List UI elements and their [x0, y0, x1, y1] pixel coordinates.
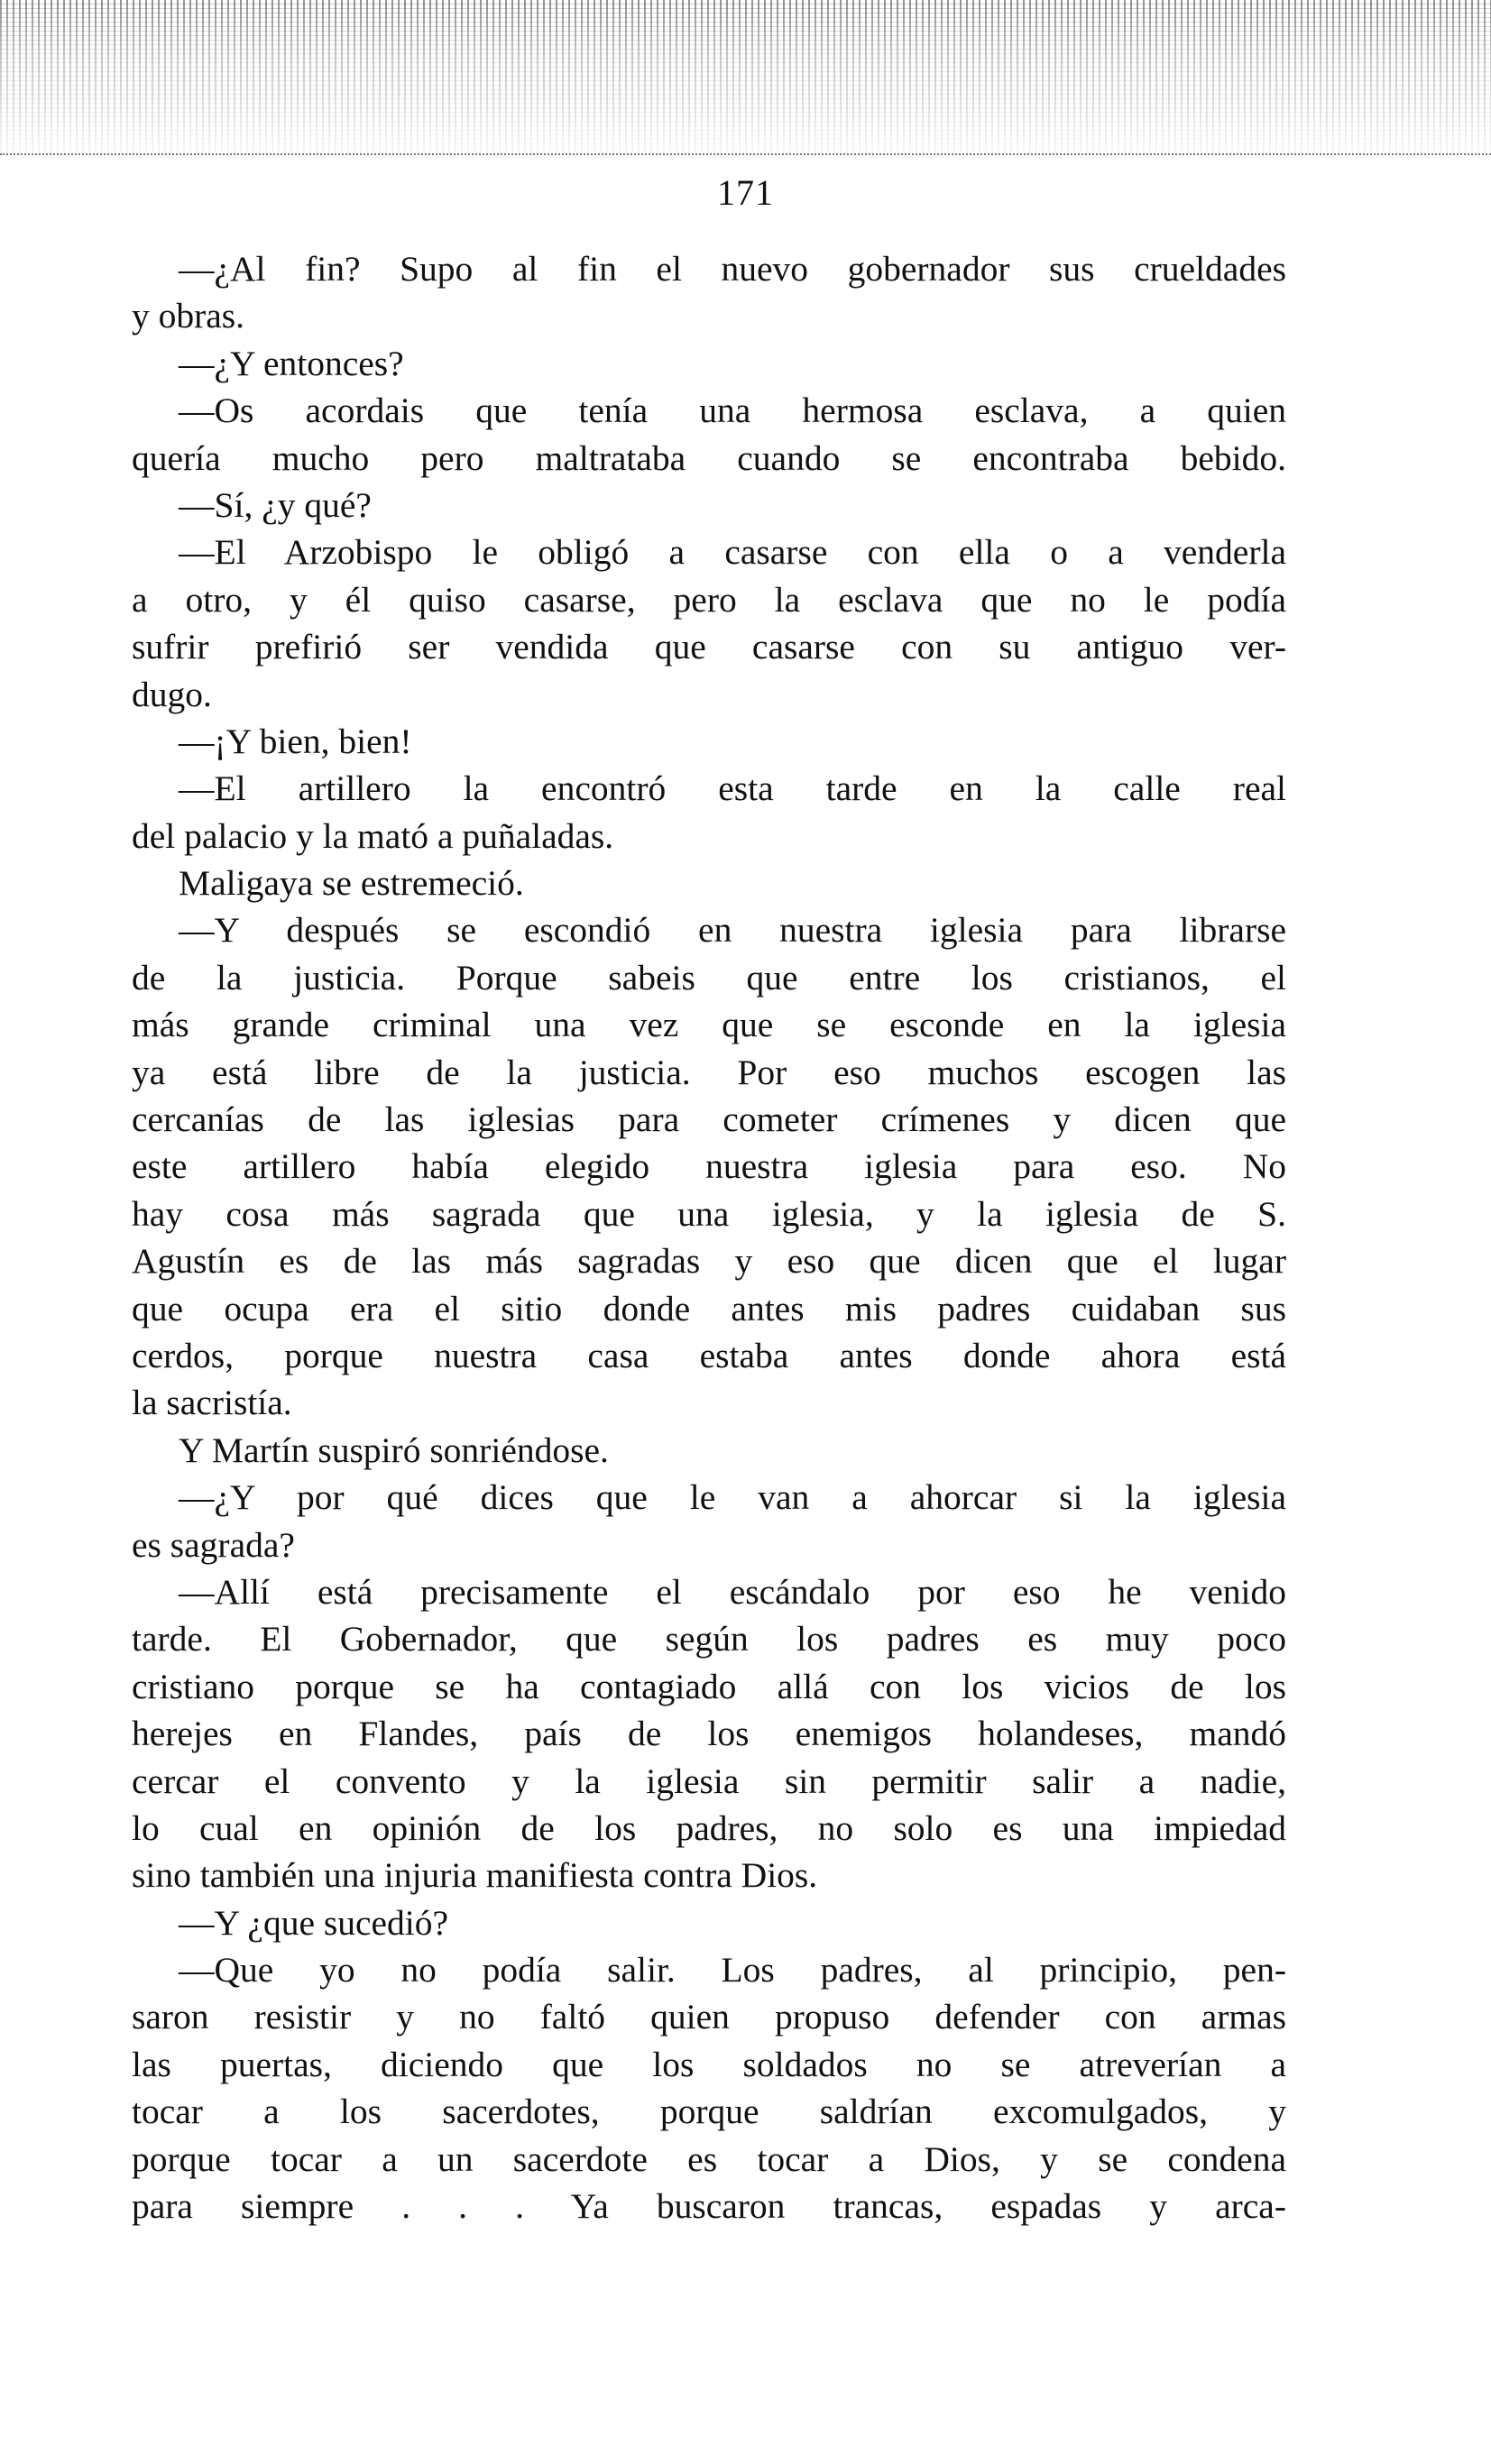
text-line: porque tocar a un sacerdote es tocar a Dios, y se condena: [132, 2138, 1286, 2179]
text-line: más grande criminal una vez que se esconde en la iglesia: [132, 1005, 1286, 1045]
scan-noise-line: [0, 153, 1491, 155]
text-line: —El Arzobispo le obligó a casarse con ella o a venderla: [179, 532, 1286, 573]
text-line: quería mucho pero maltrataba cuando se encontraba bebido.: [132, 437, 1286, 478]
text-line: —Y después se escondió en nuestra iglesia para librarse: [179, 910, 1286, 951]
text-line: ya está libre de la justicia. Por eso muchos escogen las: [132, 1052, 1286, 1092]
text-line: hay cosa más sagrada que una iglesia, y la iglesia de S.: [132, 1193, 1286, 1234]
text-line: cerdos, porque nuestra casa estaba antes donde ahora está: [132, 1335, 1286, 1375]
text-line: —¿Y entonces?: [179, 343, 404, 383]
text-line: —Y ¿que sucedió?: [179, 1902, 449, 1943]
text-line: —¿Al fin? Supo al fin el nuevo gobernador sus crueldades: [179, 249, 1286, 289]
text-line: —Sí, ¿y qué?: [179, 484, 372, 525]
text-line: —¿Y por qué dices que le van a ahorcar si la iglesia: [179, 1477, 1286, 1518]
text-line: herejes en Flandes, país de los enemigos holandeses, mandó: [132, 1714, 1286, 1754]
text-line: cercanías de las iglesias para cometer crímenes y dicen que: [132, 1099, 1286, 1140]
text-line: del palacio y la mató a puñaladas.: [132, 815, 614, 856]
text-line: tocar a los sacerdotes, porque saldrían excomulgados, y: [132, 2092, 1286, 2132]
text-line: Y Martín suspiró sonriéndose.: [179, 1430, 609, 1470]
text-line: lo cual en opinión de los padres, no solo es una impiedad: [132, 1807, 1286, 1848]
text-line: —Allí está precisamente el escándalo por eso he venido: [179, 1571, 1286, 1612]
text-line: la sacristía.: [132, 1383, 292, 1423]
text-line: cristiano porque se ha contagiado allá con los vicios de los: [132, 1666, 1286, 1706]
text-line: saron resistir y no faltó quien propuso defender con armas: [132, 1997, 1286, 2037]
text-line: sino también una injuria manifiesta contra Dios.: [132, 1855, 818, 1896]
text-line: dugo.: [132, 674, 212, 714]
text-line: tarde. El Gobernador, que según los padres es muy poco: [132, 1619, 1286, 1660]
text-line: para siempre . . . Ya buscaron trancas, espadas y arca-: [132, 2186, 1286, 2227]
page-number: 171: [717, 172, 774, 213]
text-line: y obras.: [132, 296, 245, 336]
text-line: —Os acordais que tenía una hermosa esclava, a quien: [179, 391, 1286, 431]
page-text: [132, 245, 1286, 2230]
scan-noise-band: [0, 0, 1491, 158]
text-line: las puertas, diciendo que los soldados no se atreverían a: [132, 2044, 1286, 2084]
text-line: cercar el convento y la iglesia sin permitir salir a nadie,: [132, 1761, 1286, 1801]
text-line: —Que yo no podía salir. Los padres, al principio, pen-: [179, 1950, 1286, 1991]
text-line: que ocupa era el sitio donde antes mis padres cuidaban sus: [132, 1288, 1286, 1329]
text-line: este artillero había elegido nuestra iglesia para eso. No: [132, 1146, 1286, 1187]
text-line: —¡Y bien, bien!: [179, 721, 412, 761]
text-line: sufrir prefirió ser vendida que casarse con su antiguo ver-: [132, 627, 1286, 667]
text-line: —El artillero la encontró esta tarde en la calle real: [179, 768, 1286, 809]
text-line: a otro, y él quiso casarse, pero la esclava que no le podía: [132, 579, 1286, 620]
text-line: Agustín es de las más sagradas y eso que dicen que el lugar: [132, 1241, 1286, 1282]
text-line: es sagrada?: [132, 1524, 295, 1565]
text-line: Maligaya se estremeció.: [179, 863, 524, 904]
text-line: de la justicia. Porque sabeis que entre los cristianos, el: [132, 957, 1286, 998]
